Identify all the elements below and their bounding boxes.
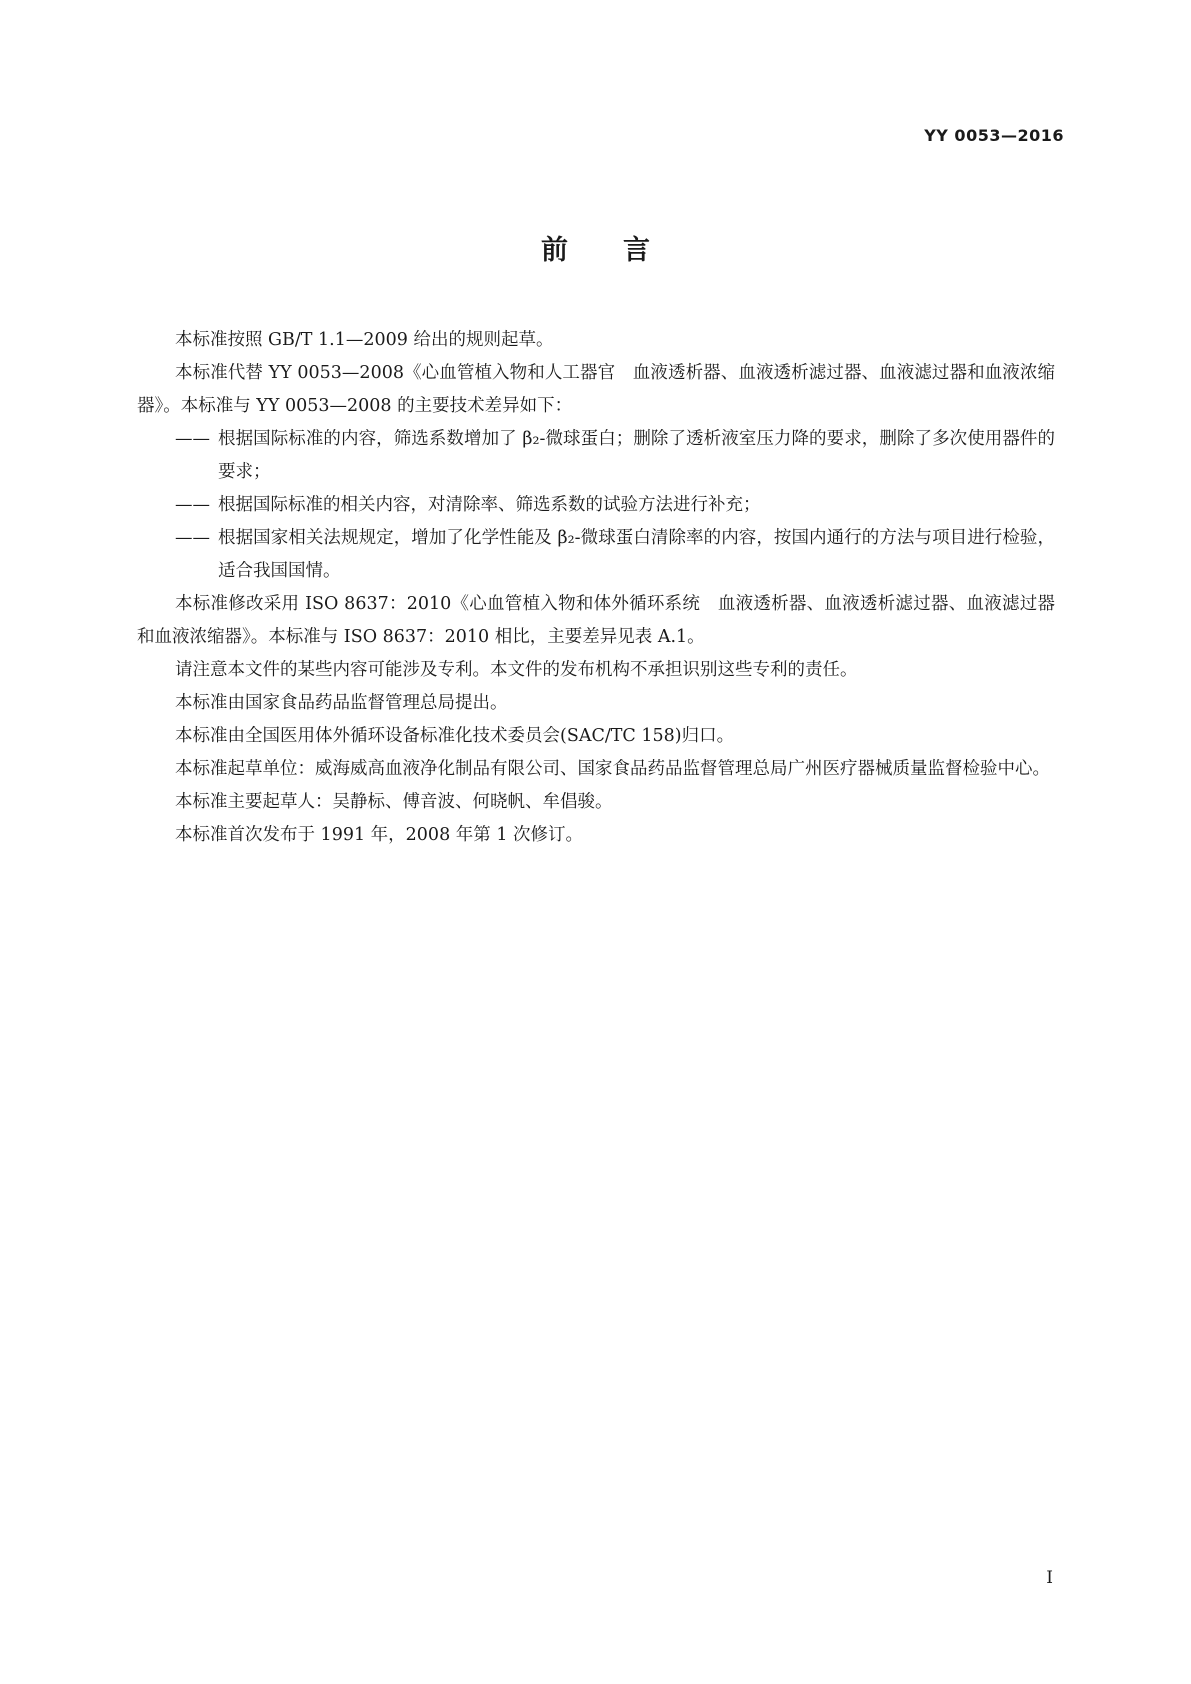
paragraph-drafting-units: 本标准起草单位：威海威高血液净化制品有限公司、国家食品药品监督管理总局广州医疗器械质量监督检验中心。 (175, 759, 1050, 779)
list-item-text: 根据国家相关法规规定，增加了化学性能及 β₂-微球蛋白清除率的内容，按国内通行的方法与项目进行检验，适合我国国情。 (218, 528, 1055, 581)
page-title (0, 228, 1191, 267)
list-item (137, 522, 1055, 588)
title-char-1: 前 (541, 235, 568, 266)
list-dash: —— (175, 495, 210, 515)
paragraph-centralized-by: 本标准由全国医用体外循环设备标准化技术委员会(SAC/TC 158)归口。 (175, 726, 735, 746)
list-dash: —— (175, 429, 210, 449)
paragraph-drafting-rules: 本标准按照 GB/T 1.1—2009 给出的规则起草。 (175, 330, 554, 350)
list-dash: —— (175, 528, 210, 548)
paragraph-history: 本标准首次发布于 1991 年，2008 年第 1 次修订。 (175, 825, 584, 845)
list-item (137, 423, 1055, 489)
list-item (137, 489, 1055, 522)
list-item-text: 根据国际标准的内容，筛选系数增加了 β₂-微球蛋白；删除了透析液室压力降的要求，删除了多次使用器件的要求； (218, 429, 1055, 482)
paragraph-patent-notice: 请注意本文件的某些内容可能涉及专利。本文件的发布机构不承担识别这些专利的责任。 (175, 660, 858, 680)
paragraph-proposed-by: 本标准由国家食品药品监督管理总局提出。 (175, 693, 508, 713)
page-number: I (1046, 1568, 1053, 1588)
foreword-body (137, 324, 1055, 852)
paragraph-iso-adoption: 本标准修改采用 ISO 8637：2010《心血管植入物和体外循环系统 血液透析器、血液透析滤过器、血液滤过器和血液浓缩器》。本标准与 ISO 8637：2010 相比，主要差异见表 A.1。 (137, 594, 1055, 647)
paragraph-drafters: 本标准主要起草人：吴静标、傅音波、何晓帆、牟倡骏。 (175, 792, 613, 812)
paragraph-replacement: 本标准代替 YY 0053—2008《心血管植入物和人工器官 血液透析器、血液透析滤过器、血液滤过器和血液浓缩器》。本标准与 YY 0053—2008 的主要技术差异如下： (137, 363, 1055, 416)
standard-number: YY 0053—2016 (924, 126, 1064, 145)
title-char-2: 言 (623, 235, 650, 266)
list-item-text: 根据国际标准的相关内容，对清除率、筛选系数的试验方法进行补充； (218, 495, 761, 515)
